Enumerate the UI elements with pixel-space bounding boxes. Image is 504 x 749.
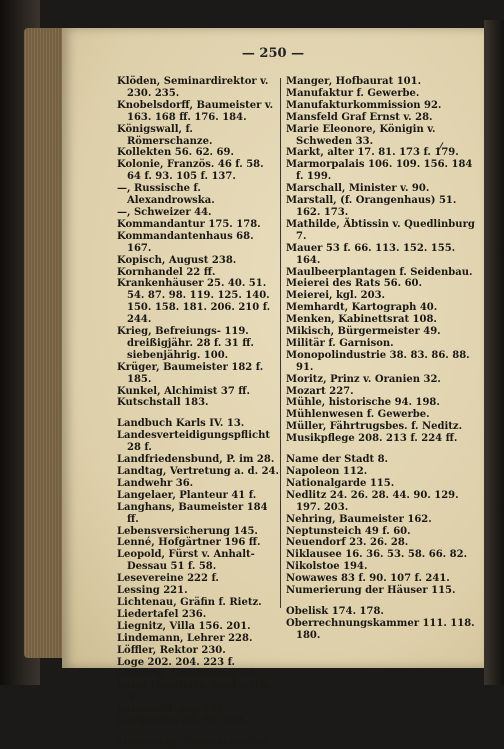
index-entry: Mühle, historische 94. 198. — [286, 397, 440, 409]
index-column-right — [286, 76, 476, 642]
section-gap — [286, 597, 476, 606]
index-entry: Meierei, kgl. 203. — [286, 290, 386, 302]
index-entry: —, Russische f. Alexandrowska. — [117, 183, 215, 207]
book-page — [62, 28, 484, 748]
index-entry: Nehring, Baumeister 162. — [286, 513, 432, 525]
index-entry: Kunkel, Alchimist 37 ff. — [117, 385, 250, 397]
index-entry: Mauer 53 f. 66. 113. 152. 155. 164. — [286, 242, 456, 266]
index-entry: Langhans, Baumeister 184 ff. — [117, 501, 268, 525]
index-entry: Landtag, Vertretung a. d. 24. — [117, 466, 279, 477]
index-entry: Kommandantenhaus 68. 167. — [117, 230, 254, 254]
index-entry: Nowawes 83 f. 90. 107 f. 241. — [286, 573, 450, 585]
index-entry: Kolonie, Französ. 46 f. 58. 64 f. 93. 105 f. 137. — [117, 159, 264, 183]
section-gap — [117, 728, 279, 737]
index-entry: Maulbeerplantagen f. Seidenbau. — [286, 266, 473, 278]
book-right-edge — [484, 20, 504, 685]
index-entry: Klöden, Seminardirektor v. 230. 235. — [117, 76, 269, 99]
index-entry: Kollekten 56. 62. 69. — [117, 147, 234, 159]
index-entry: Marschall, Minister v. 90. — [286, 183, 430, 195]
index-entry: Moritz, Prinz v. Oranien 32. — [286, 373, 441, 385]
index-entry: Mathilde, Äbtissin v. Quedlinburg 7. — [286, 218, 475, 242]
index-entry: Lesevereine 222 f. — [117, 573, 219, 585]
index-column-left — [117, 76, 279, 749]
index-entry: Lindemann, Lehrer 228. — [117, 632, 253, 644]
index-entry: Marie Eleonore, Königin v. Schweden 33. — [286, 123, 436, 147]
index-entry: Madersteg, Baumeister 50. — [117, 736, 270, 748]
index-entry: Lenné, Hofgärtner 196 ff. — [117, 537, 261, 549]
index-entry: Landbuch Karls IV. 13. — [117, 418, 245, 430]
index-entry: Lebensversicherung 145. — [117, 525, 258, 537]
index-entry: Müller, Fährtrugsbes. f. Neditz. — [286, 421, 463, 433]
index-entry: Numerierung der Häuser 115. — [286, 585, 456, 597]
index-entry: Landfriedensbund, P. im 28. — [117, 454, 275, 466]
index-entry: Name der Stadt 8. — [286, 454, 389, 466]
index-entry: Kornhandel 22 ff. — [117, 266, 216, 278]
index-entry: Manufaktur f. Gewerbe. — [286, 87, 420, 99]
index-entry: Krankenhäuser 25. 40. 51. 54. 87. 98. 119. 125. 140. 150. 158. 181. 206. 210 f. 244. — [117, 278, 271, 326]
page-number: — 250 — — [241, 46, 305, 61]
index-entry: Monopolindustrie 38. 83. 86. 88. 91. — [286, 349, 470, 373]
index-entry: Langelaer, Planteur 41 f. — [117, 489, 257, 501]
index-entry: Knobelsdorff, Baumeister v. 163. 168 ff. 176. 184. — [117, 99, 274, 123]
index-entry: Mansfeld Graf Ernst v. 28. — [286, 111, 433, 123]
index-entry: Neptunsteich 49 f. 60. — [286, 525, 411, 537]
index-entry: Militär f. Garnison. — [286, 337, 394, 349]
index-entry: Oberrechnungskammer 111. 118. 180. — [286, 617, 475, 641]
index-entry: Lessing 221. — [117, 585, 188, 597]
index-entry: Kutschstall 183. — [117, 397, 209, 409]
index-entry: Musikpflege 208. 213 f. 224 ff. — [286, 433, 458, 445]
section-gap — [286, 445, 476, 454]
index-entry: Krieg, Befreiungs- 119. dreißigjähr. 28 f. 31 ff. siebenjährig. 100. — [117, 326, 254, 361]
index-entry: Kommandantur 175. 178. — [117, 218, 261, 230]
index-entry: Leopold, Fürst v. Anhalt-Dessau 51 f. 58. — [117, 549, 255, 573]
index-entry: Königswall, f. Römerschanze. — [117, 123, 213, 147]
index-entry: Memhardt, Kartograph 40. — [286, 302, 438, 314]
index-entry: Meierei des Rats 56. 60. — [286, 278, 422, 290]
index-entry: Obelisk 174. 178. — [286, 605, 384, 617]
section-gap — [117, 409, 279, 418]
index-entry: Kopisch, August 238. — [117, 254, 237, 266]
index-entry: Manger, Hofbaurat 101. — [286, 76, 422, 87]
index-entry: Neuendorf 23. 26. 28. — [286, 537, 409, 549]
index-entry: —, Schweizer 44. — [117, 206, 212, 218]
index-entry: Marstall, (f. Orangenhaus) 51. 162. 173. — [286, 195, 457, 218]
index-entry: Liedertafel 236. — [117, 608, 207, 620]
index-entry: Lichtenau, Gräfin f. Rietz. — [117, 596, 262, 608]
index-entry: Landesverteidigungspflicht 28 f. — [117, 430, 270, 454]
index-entry: Lustgarten 40. 51. 164. — [117, 716, 249, 728]
index-entry: Marmorpalais 106. 109. 156. 184 f. 199. — [286, 159, 473, 183]
index-entry: Loge 202. 204. 223 f. — [117, 656, 235, 668]
index-entry: Napoleon 112. — [286, 466, 368, 477]
index-entry: Liegnitz, Villa 156. 201. — [117, 620, 251, 632]
index-entry: Menken, Kabinettsrat 108. — [286, 314, 437, 326]
index-entry: Markt, alter 17. 81. 173 f. 179. — [286, 147, 459, 159]
index-entry: Ludewig, Glasmacher 38. — [117, 668, 259, 680]
index-entry: Nedlitz 24. 26. 28. 44. 90. 129. 197. 203. — [286, 489, 459, 513]
index-entry: Mozart 227. — [286, 385, 354, 397]
column-divider — [280, 78, 281, 608]
index-entry: Landwehr 36. — [117, 477, 194, 489]
index-entry: Luisenstiftung 232. — [117, 704, 227, 716]
index-entry: Löffler, Rektor 230. — [117, 644, 226, 656]
index-entry: Nationalgarde 115. — [286, 477, 395, 489]
index-entry: Luise Henriette, Kurfürstin 37. — [117, 680, 271, 704]
index-entry: Nikolstoe 194. — [286, 561, 368, 573]
index-entry: Mühlenwesen f. Gewerbe. — [286, 409, 430, 421]
index-entry: Mikisch, Bürgermeister 49. — [286, 326, 441, 338]
index-entry: Krüger, Baumeister 182 f. 185. — [117, 361, 264, 385]
index-entry: Niklausee 16. 36. 53. 58. 66. 82. — [286, 549, 468, 561]
index-entry: Manufakturkommission 92. — [286, 99, 442, 111]
